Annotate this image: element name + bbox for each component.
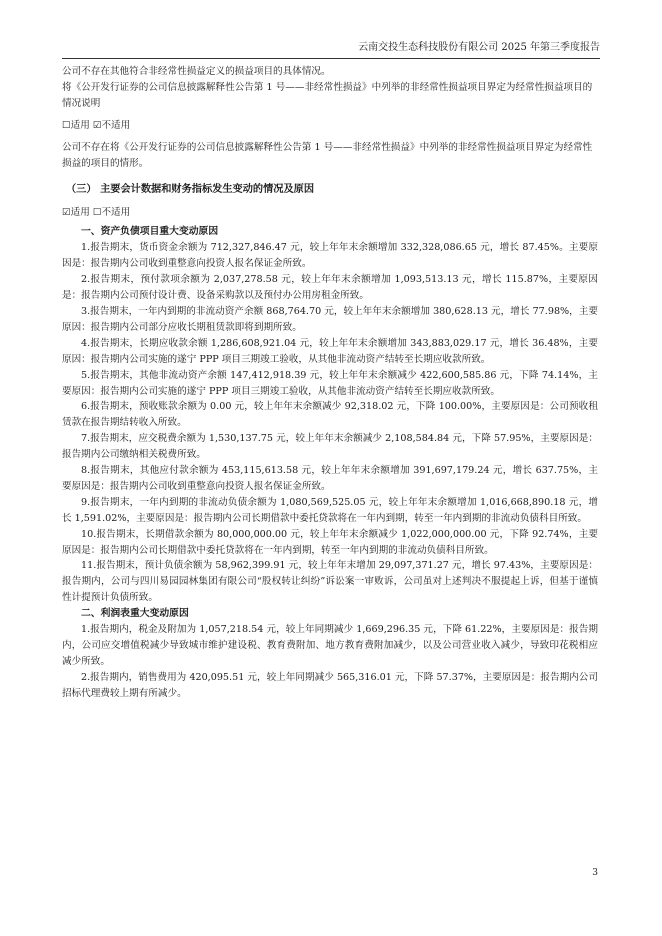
balance-item: 9.报告期末，一年内到期的非流动负债余额为 1,080,569,525.05 元，较上年年末余额增加 1,016,668,890.18 元，增长 1,591.02%，主要原因是：报告期内公司长期借款中委托贷款将在一年内到期，转至一年内到期的非流动负债科目所致。 <box>62 496 598 524</box>
balance-item: 8.报告期末，其他应付款余额为 453,115,613.58 元，较上年年末余额增加 391,697,179.24 元，增长 637.75%，主要原因是：报告期内公司收到重整意向投资人报名保证金所致。 <box>62 465 598 492</box>
section-title: （三） 主要会计数据和财务指标发生变动的情况及原因 <box>66 183 315 196</box>
balance-heading: 一、资产负债项目重大变动原因 <box>81 226 219 238</box>
income-item: 1.报告期内，税金及附加为 1,057,218.54 元，较上年同期减少 1,669,296.35 元，下降 61.22%，主要原因是：报告期内，公司应交增值税减少导致城市维护建设税、教育费附加、地方教育费附加减少，以及公司营业收入减少，导致印花税相应减少所致。 <box>62 624 598 667</box>
intro-line-3: 公司不存在将《公开发行证券的公司信息披露解释性公告第 1 号——非经常性损益》中列举的非经常性损益项目界定为经常性损益的项目的情形。 <box>62 141 593 169</box>
income-item: 2.报告期内，销售费用为 420,095.51 元，较上年同期减少 565,316.01 元，下降 57.37%，主要原因是：报告期内公司招标代理费较上期有所减少。 <box>62 671 598 699</box>
balance-item: 3.报告期末，一年内到期的非流动资产余额 868,764.70 元，较上年年末余额增加 380,628.13 元，增长 77.98%，主要原因：报告期内公司部分应收长期租赁款即将到期所致。 <box>62 305 598 333</box>
balance-item: 10.报告期末，长期借款余额为 80,000,000.00 元，较上年年末余额减少 1,022,000,000.00 元，下降 92.74%，主要原因是：报告期内公司长期借款中委托贷款将在一年内到期，转至一年内到期的非流动负债科目所致。 <box>62 528 598 556</box>
balance-item: 2.报告期末，预付款项余额为 2,037,278.58 元，较上年年末余额增加 1,093,513.13 元，增长 115.87%，主要原因是：报告期内公司预付设计费、设备采购款以及预付办公用房租金所致。 <box>62 274 598 302</box>
report-title: 云南交投生态科技股份有限公司 2025 年第三季度报告 <box>358 42 600 53</box>
intro-line-1: 公司不存在其他符合非经常性损益定义的损益项目的具体情况。 <box>62 66 331 77</box>
balance-item: 6.报告期末，预收账款余额为 0.00 元，较上年年末余额减少 92,318.02 元，下降 100.00%，主要原因是：公司预收租赁款在报告期结转收入所致。 <box>62 401 598 429</box>
balance-item: 7.报告期末，应交税费余额为 1,530,137.75 元，较上年年末余额减少 2,108,584.84 元，下降 57.95%，主要原因是：报告期内公司缴纳相关税费所致。 <box>62 433 598 461</box>
intro-line-2: 将《公开发行证券的公司信息披露解释性公告第 1 号——非经常性损益》中列举的非经常性损益项目界定为经常性损益项目的情况说明 <box>62 81 593 109</box>
section-options: ☑适用 ☐不适用 <box>62 207 131 219</box>
balance-item: 4.报告期末，长期应收款余额 1,286,608,921.04 元，较上年年末余额增加 343,883,029.17 元，增长 36.48%，主要原因：报告期内公司实施的遂宁 PPP 项目三期竣工验收，从其他非流动资产结转至长期应收款所致。 <box>62 337 598 365</box>
balance-item: 1.报告期末，货币资金余额为 712,327,846.47 元，较上年年末余额增加 332,328,086.65 元，增长 87.45%。主要原因是：报告期内公司收到重整意向投资人报名保证金所致。 <box>62 242 598 270</box>
page-header <box>62 40 600 59</box>
intro-options: ☐适用 ☑不适用 <box>62 119 131 131</box>
income-heading: 二、利润表重大变动原因 <box>81 608 189 620</box>
balance-item: 5.报告期末，其他非流动资产余额 147,412,918.39 元，较上年年末余额减少 422,600,585.86 元，下降 74.14%，主要原因：报告期内公司实施的遂宁 PPP 项目三期竣工验收，从其他非流动资产结转至长期应收款所致。 <box>62 369 598 397</box>
balance-item: 11.报告期末，预计负债余额为 58,962,399.91 元，较上年年末增加 29,097,371.27 元，增长 97.43%，主要原因是：报告期内，公司与四川易园园林集团有限公司“股权转让纠纷”诉讼案一审败诉，公司虽对上述判决不服提起上诉，但基于谨慎性计提预计负债所致。 <box>62 560 598 604</box>
page-number: 3 <box>592 868 598 878</box>
document-body <box>62 64 598 702</box>
